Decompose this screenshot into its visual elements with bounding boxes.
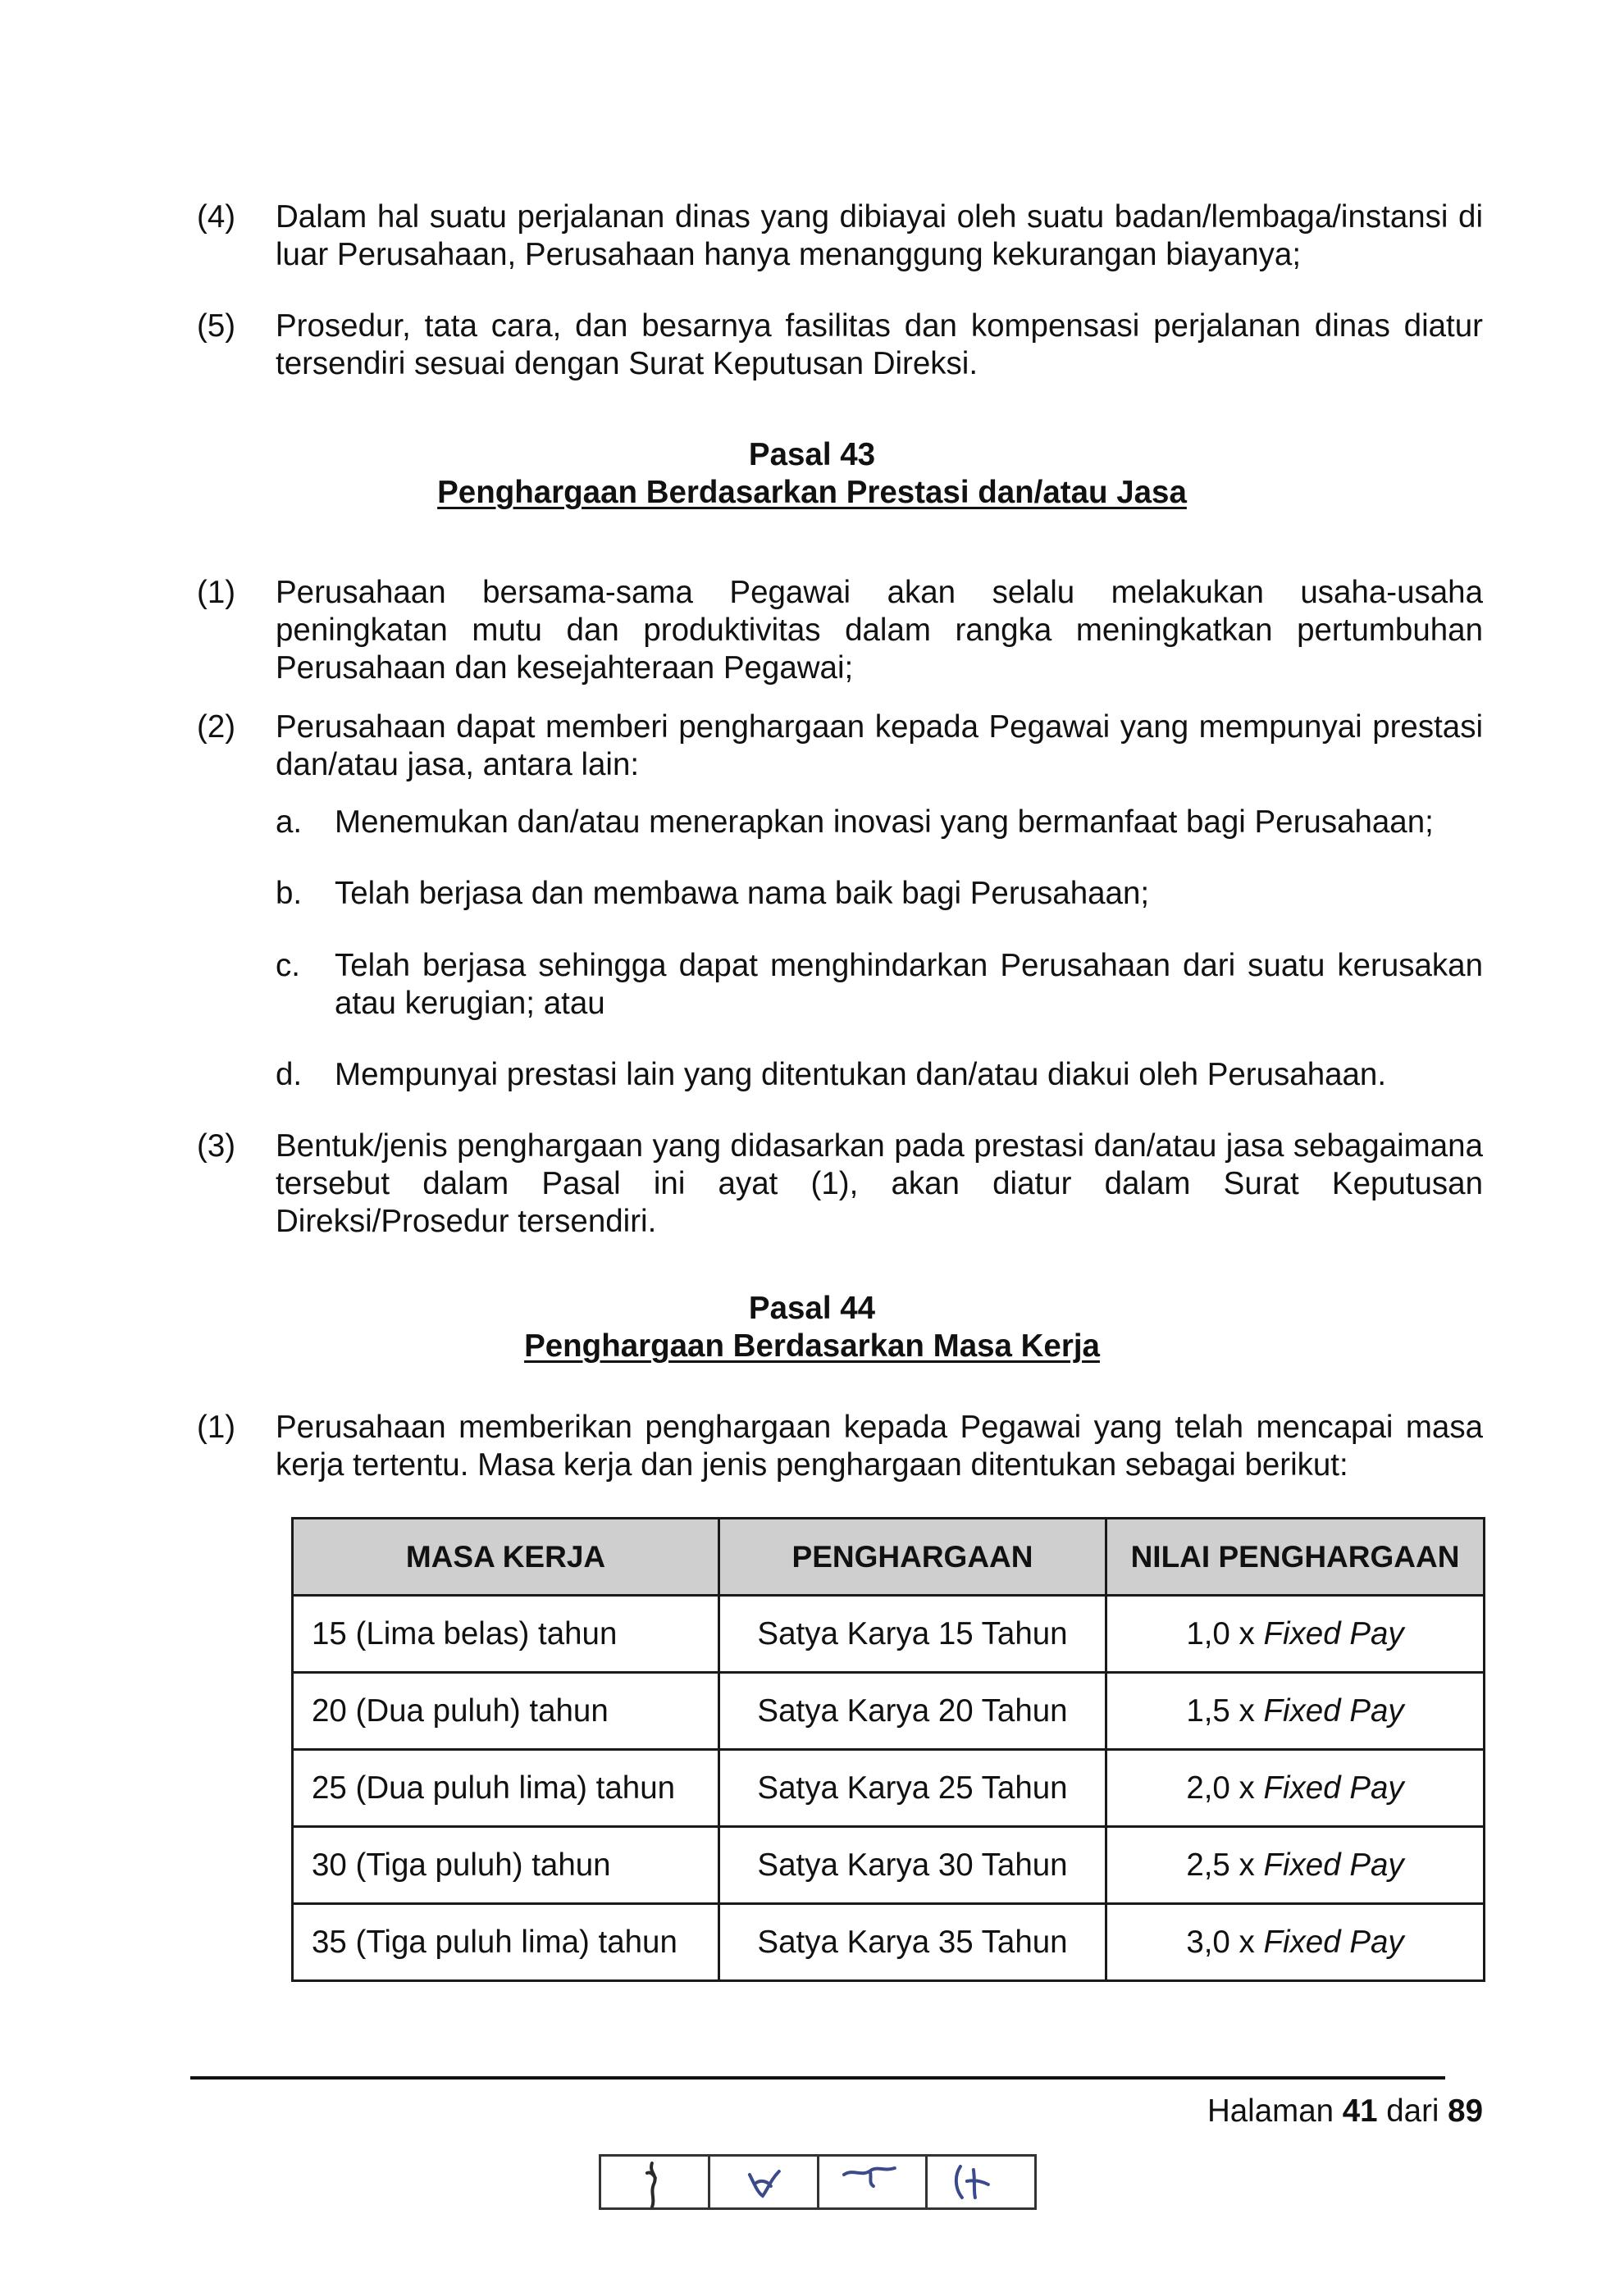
nilai-multiplier: 1,5 x [1186,1692,1264,1729]
cell-penghargaan: Satya Karya 35 Tahun [719,1904,1106,1981]
initial-signature-2 [710,2157,819,2207]
handwritten-initial-2 [710,2157,817,2207]
initial-signature-3 [819,2157,928,2207]
subitem-letter: a. [276,804,303,840]
footer-divider [190,2076,1445,2080]
table-header-row [293,1519,1485,1596]
pasal-44-number: Pasal 44 [748,1291,876,1326]
item-text: Perusahaan memberikan penghargaan kepada Pegawai yang telah mencapai masa kerja tertentu. Masa kerja dan jenis penghargaan ditentukan sebagai berikut: [276,1410,1483,1483]
subitem-text: Telah berjasa dan membawa nama baik bagi Perusahaan; [335,876,1150,911]
cell-penghargaan: Satya Karya 25 Tahun [719,1750,1106,1827]
subitem-letter: b. [276,876,303,911]
handwritten-initial-1 [601,2157,708,2207]
column-header-penghargaan: PENGHARGAAN [719,1519,1106,1596]
cell-masa-kerja: 15 (Lima belas) tahun [293,1596,719,1673]
initial-signature-1 [601,2157,710,2207]
item-number: (1) [197,1410,236,1445]
item-text: Perusahaan dapat memberi penghargaan kepada Pegawai yang mempunyai prestasi dan/atau jasa, antara lain: [276,709,1483,782]
paragraph-number: (5) [197,308,236,344]
paragraph-number: (4) [197,199,236,235]
nilai-fixed-pay: Fixed Pay [1263,1847,1404,1883]
column-header-masa-kerja: MASA KERJA [293,1519,719,1596]
table-row [293,1673,1485,1750]
cell-penghargaan: Satya Karya 15 Tahun [719,1596,1106,1673]
cell-masa-kerja: 35 (Tiga puluh lima) tahun [293,1904,719,1981]
cell-masa-kerja: 20 (Dua puluh) tahun [293,1673,719,1750]
cell-nilai [1106,1596,1485,1673]
handwritten-initial-4 [928,2157,1034,2207]
cell-masa-kerja: 25 (Dua puluh lima) tahun [293,1750,719,1827]
pasal-44-title-wrap [0,1328,1624,1365]
pasal-44-title: Penghargaan Berdasarkan Masa Kerja [524,1328,1100,1364]
cell-penghargaan: Satya Karya 30 Tahun [719,1827,1106,1904]
initials-box [599,2154,1037,2210]
table-row [293,1904,1485,1981]
page-prefix: Halaman [1207,2093,1343,2129]
pasal-43-title: Penghargaan Berdasarkan Prestasi dan/atau Jasa [437,475,1187,510]
nilai-multiplier: 3,0 x [1186,1924,1264,1960]
page-current: 41 [1342,2093,1378,2129]
subitem-letter: c. [276,948,300,983]
page-total: 89 [1448,2093,1483,2129]
subitem-text: Menemukan dan/atau menerapkan inovasi yang bermanfaat bagi Perusahaan; [335,804,1434,840]
paragraph-text: Dalam hal suatu perjalanan dinas yang dibiayai oleh suatu badan/lembaga/instansi di luar Perusahaan, Perusahaan hanya menanggung kekurangan biayanya; [276,199,1483,272]
column-header-nilai: NILAI PENGHARGAAN [1106,1519,1485,1596]
cell-penghargaan: Satya Karya 20 Tahun [719,1673,1106,1750]
subitem-text: Mempunyai prestasi lain yang ditentukan dan/atau diakui oleh Perusahaan. [335,1057,1387,1092]
cell-masa-kerja: 30 (Tiga puluh) tahun [293,1827,719,1904]
cell-nilai [1106,1673,1485,1750]
table-row [293,1596,1485,1673]
item-text: Bentuk/jenis penghargaan yang didasarkan pada prestasi dan/atau jasa sebagaimana tersebut dalam Pasal ini ayat (1), akan diatur dalam Surat Keputusan Direksi/Prosedur tersendiri. [276,1128,1483,1239]
table-row [293,1827,1485,1904]
nilai-multiplier: 1,0 x [1186,1615,1264,1651]
item-number: (2) [197,709,236,745]
page-mid: dari [1377,2093,1448,2129]
masa-kerja-table [291,1517,1485,1982]
subitem-text: Telah berjasa sehingga dapat menghindarkan Perusahaan dari suatu kerusakan atau kerugian; atau [335,948,1483,1021]
item-text: Perusahaan bersama-sama Pegawai akan selalu melakukan usaha-usaha peningkatan mutu dan produktivitas dalam rangka meningkatkan pertumbuhan Perusahaan dan kesejahteraan Pegawai; [276,575,1483,686]
nilai-multiplier: 2,5 x [1186,1847,1264,1883]
cell-nilai [1106,1750,1485,1827]
nilai-fixed-pay: Fixed Pay [1263,1770,1404,1806]
item-number: (3) [197,1128,236,1164]
initial-signature-4 [928,2157,1034,2207]
paragraph-text: Prosedur, tata cara, dan besarnya fasilitas dan kompensasi perjalanan dinas diatur tersendiri sesuai dengan Surat Keputusan Direksi. [276,308,1483,381]
table-row [293,1750,1485,1827]
pasal-43-title-wrap [0,474,1624,512]
nilai-multiplier: 2,0 x [1186,1770,1264,1806]
handwritten-initial-3 [819,2157,926,2207]
subitem-letter: d. [276,1057,303,1092]
item-number: (1) [197,575,236,610]
nilai-fixed-pay: Fixed Pay [1263,1615,1404,1651]
cell-nilai [1106,1827,1485,1904]
cell-nilai [1106,1904,1485,1981]
nilai-fixed-pay: Fixed Pay [1263,1924,1404,1960]
pasal-43-number: Pasal 43 [748,437,876,472]
nilai-fixed-pay: Fixed Pay [1263,1692,1404,1729]
page-counter [1207,2093,1483,2130]
